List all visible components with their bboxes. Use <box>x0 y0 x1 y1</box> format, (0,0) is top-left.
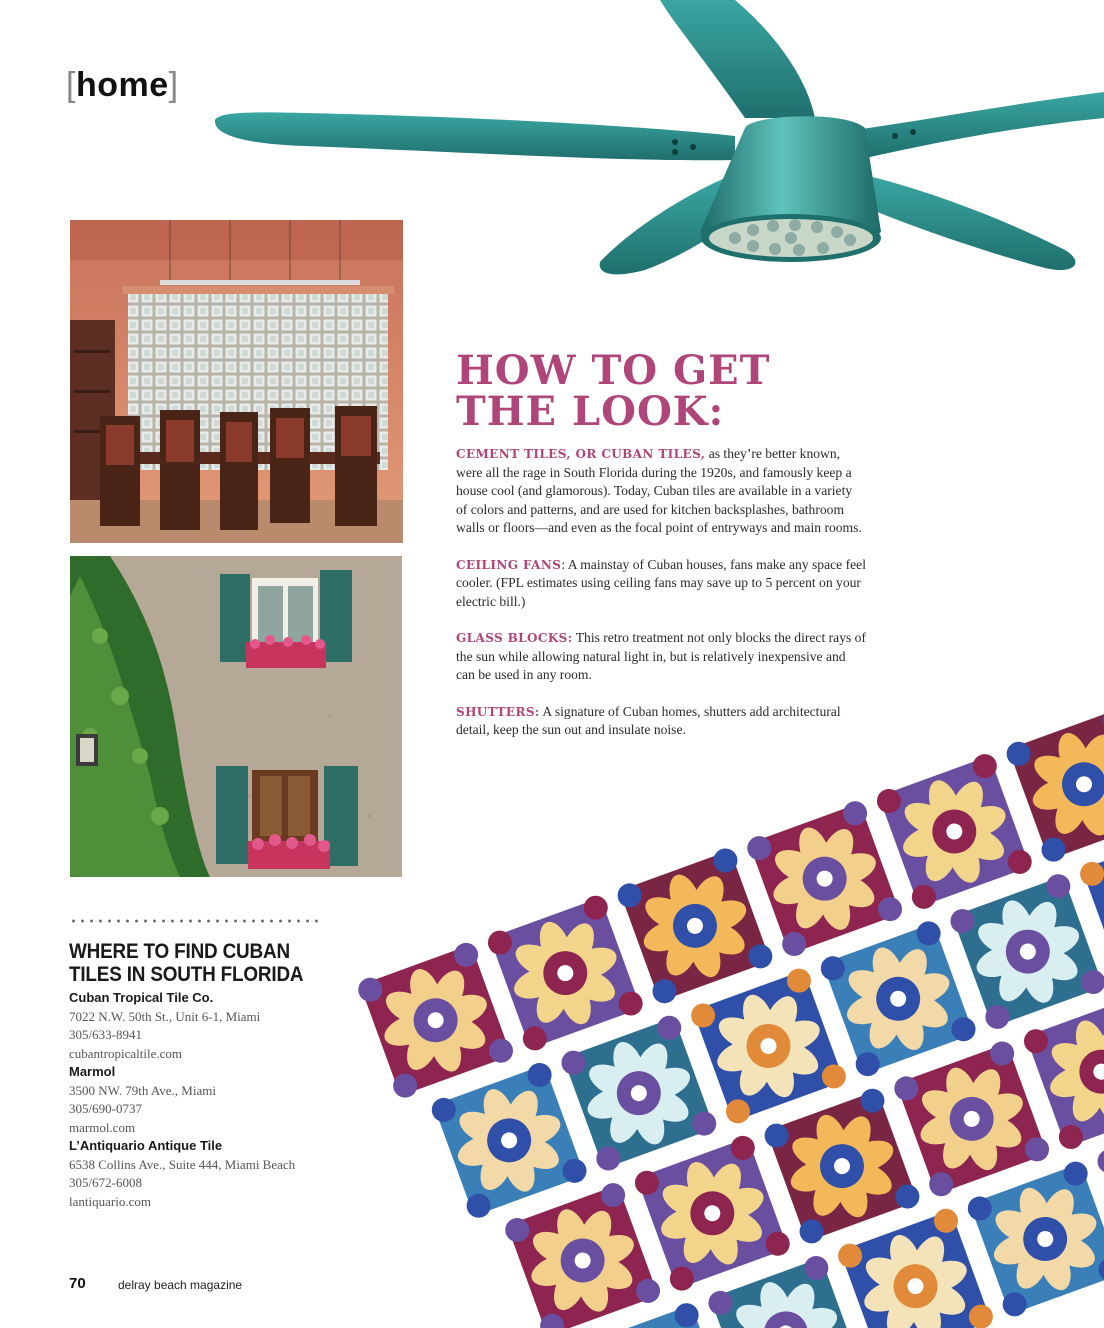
cement-tile <box>428 1060 589 1221</box>
tips-column <box>456 445 866 758</box>
glass-block-dining-room-photo <box>70 220 403 543</box>
cement-tile <box>891 1038 1052 1199</box>
dotted-divider <box>69 918 321 924</box>
cement-tile <box>502 1180 663 1328</box>
publication-name: delray beach magazine <box>118 1278 243 1292</box>
store-list <box>69 989 369 1211</box>
where-to-find-heading: WHERE TO FIND CUBAN TILES IN SOUTH FLORIDA <box>69 940 304 986</box>
page-number: 70 <box>69 1275 86 1292</box>
store-entry <box>69 989 369 1063</box>
store-phone: 305/633-8941 <box>69 1027 142 1042</box>
shuttered-windows-photo <box>70 556 402 877</box>
cement-tile <box>964 1158 1104 1319</box>
cement-tile <box>355 940 516 1101</box>
store-address: 7022 N.W. 50th St., Unit 6-1, Miami <box>69 1008 261 1024</box>
cement-tile <box>632 1133 793 1294</box>
cement-tile <box>947 871 1104 1032</box>
store-phone: 305/672-6008 <box>69 1175 142 1190</box>
store-entry <box>69 1137 369 1211</box>
store-name: L’Antiquario Antique Tile <box>69 1138 223 1153</box>
shutters-paragraph: SHUTTERS: A signature of Cuban homes, shutters add architectural detail, keep the sun out and insulate noise. <box>456 703 841 737</box>
cement-tile <box>614 845 775 1006</box>
section-label-text: home <box>75 66 169 104</box>
store-entry <box>69 1063 369 1137</box>
store-website: marmol.com <box>69 1119 136 1135</box>
cement-tile <box>705 1253 866 1328</box>
cement-tile <box>558 1012 719 1173</box>
cement-tile <box>1077 824 1104 985</box>
cement-tile <box>1021 991 1104 1152</box>
cement-tile <box>575 1300 736 1328</box>
cement-tile <box>1003 704 1104 865</box>
cement-tile <box>835 1205 996 1328</box>
section-label: [home] <box>66 66 179 104</box>
cement-tiles-paragraph: CEMENT TILES, OR CUBAN TILES, as they’re better known, were all the rage in South Florida during the 1920s, and famously keep a house cool (and glamorous). Today, Cuban tiles are available in a variety of colors and patterns, and are used for kitchen backsplashes, bathroom walls or floors—and even as the focal point of entryways and main rooms. <box>456 446 862 535</box>
cement-tile <box>817 918 978 1079</box>
cement-tile <box>688 965 849 1126</box>
glass-blocks-paragraph: GLASS BLOCKS: This retro treatment not only blocks the direct rays of the sun while allowing natural light in, but is relatively inexpensive and can be used in any room. <box>456 630 867 682</box>
store-address: 3500 NW. 79th Ave., Miami <box>69 1082 216 1098</box>
store-website: cubantropicaltile.com <box>69 1045 182 1061</box>
store-name: Marmol <box>69 1064 116 1079</box>
cement-tile <box>485 892 646 1053</box>
ceiling-fans-paragraph: CEILING FANS: A mainstay of Cuban houses, fans make any space feel cooler. (FPL estimates using ceiling fans may save up to 5 percent on your electric bill.) <box>456 556 866 609</box>
cement-tile <box>761 1085 922 1246</box>
page-headline: HOW TO GET THE LOOK: <box>456 347 771 435</box>
store-phone: 305/690-0737 <box>69 1101 142 1116</box>
cement-tile <box>744 798 905 959</box>
cement-tile <box>1094 1111 1104 1272</box>
cement-tile <box>874 751 1035 912</box>
store-address: 6538 Collins Ave., Suite 444, Miami Beach <box>69 1156 296 1172</box>
store-name: Cuban Tropical Tile Co. <box>69 990 214 1005</box>
store-website: lantiquario.com <box>69 1193 151 1209</box>
